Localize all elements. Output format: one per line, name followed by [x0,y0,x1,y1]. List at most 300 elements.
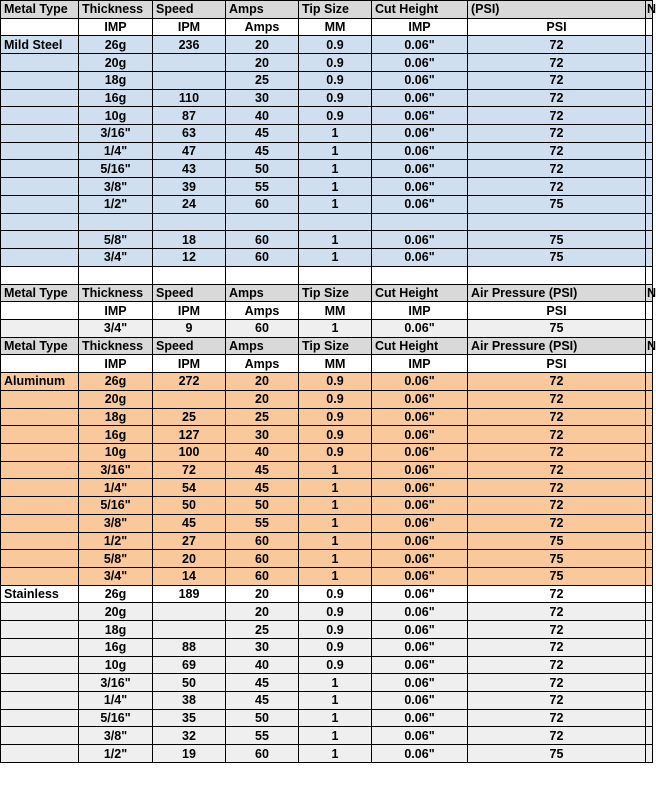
cell-tip-size[interactable]: 1 [299,709,372,727]
cell-metal-type[interactable] [1,18,79,36]
header-cell-speed[interactable]: Speed [153,284,226,302]
cell-extra[interactable] [646,727,653,745]
cell-amps[interactable]: 30 [226,426,299,444]
cell-thickness[interactable]: 3/16" [79,125,153,143]
cell-metal-type[interactable] [1,568,79,586]
cell-speed[interactable]: 43 [153,160,226,178]
cell-cut-height[interactable]: 0.06" [372,727,468,745]
cell-extra[interactable] [646,585,653,603]
cell-cut-height[interactable]: 0.06" [372,568,468,586]
cell-amps[interactable]: 20 [226,603,299,621]
cell-cut-height[interactable]: 0.06" [372,532,468,550]
cell-metal-type[interactable] [1,125,79,143]
cell-cut-height[interactable]: 0.06" [372,71,468,89]
cell-air-pressure[interactable]: 72 [468,107,646,125]
cell-extra[interactable] [646,125,653,143]
cell-tip-size[interactable]: MM [299,18,372,36]
header-cell-extra[interactable]: N [647,339,656,354]
cell-amps[interactable]: 60 [226,568,299,586]
cell-speed[interactable]: 24 [153,195,226,213]
cell-tip-size[interactable]: 0.9 [299,603,372,621]
cell-amps[interactable]: 20 [226,585,299,603]
cell-extra[interactable] [646,231,653,249]
cell-speed[interactable]: 32 [153,727,226,745]
cell-thickness[interactable]: 20g [79,390,153,408]
cell-tip-size[interactable]: 0.9 [299,373,372,391]
cell-speed[interactable]: 50 [153,497,226,515]
cell-extra[interactable] [646,426,653,444]
cell-tip-size[interactable]: 1 [299,674,372,692]
cell-thickness[interactable]: 5/16" [79,160,153,178]
cell-air-pressure[interactable]: 75 [468,319,646,337]
cell-air-pressure[interactable]: 72 [468,160,646,178]
header-cell-cut-height[interactable]: Cut Height [372,337,468,355]
header-cell-air-pressure[interactable]: Air Pressure (PSI) [468,337,646,355]
header-cell-air-pressure[interactable]: Air Pressure (PSI) [468,284,646,302]
cell-extra[interactable] [646,160,653,178]
cell-thickness[interactable] [79,213,153,231]
cell-extra[interactable] [646,195,653,213]
cell-speed[interactable]: IPM [153,302,226,320]
cell-extra[interactable] [646,443,653,461]
cell-thickness[interactable]: 18g [79,621,153,639]
cell-air-pressure[interactable]: 72 [468,36,646,54]
cell-cut-height[interactable] [372,213,468,231]
cell-air-pressure[interactable]: 72 [468,692,646,710]
cell-metal-type[interactable]: Aluminum [1,373,79,391]
cell-speed[interactable] [153,621,226,639]
cell-cut-height[interactable]: 0.06" [372,408,468,426]
cell-extra[interactable] [646,461,653,479]
cell-amps[interactable]: 55 [226,514,299,532]
cell-metal-type[interactable] [1,709,79,727]
cell-cut-height[interactable]: 0.06" [372,461,468,479]
cell-metal-type[interactable] [1,107,79,125]
header-cell-tip-size[interactable]: Tip Size [299,1,372,19]
cell-cut-height[interactable]: 0.06" [372,160,468,178]
cell-air-pressure[interactable]: 72 [468,656,646,674]
cell-speed[interactable]: 39 [153,178,226,196]
cell-thickness[interactable]: 1/2" [79,195,153,213]
cell-metal-type[interactable] [1,54,79,72]
cell-tip-size[interactable]: 1 [299,125,372,143]
cell-cut-height[interactable]: IMP [372,18,468,36]
cell-tip-size[interactable]: 0.9 [299,71,372,89]
cell-speed[interactable] [153,390,226,408]
cell-speed[interactable]: 19 [153,745,226,763]
cell-extra[interactable] [646,497,653,515]
cell-metal-type[interactable] [1,497,79,515]
cell-amps[interactable]: 20 [226,390,299,408]
cell-metal-type[interactable] [1,71,79,89]
cell-air-pressure[interactable]: PSI [468,18,646,36]
cell-metal-type[interactable] [1,727,79,745]
cell-metal-type[interactable] [1,603,79,621]
cell-extra[interactable] [646,107,653,125]
cell-tip-size[interactable]: MM [299,302,372,320]
cell-thickness[interactable]: 3/16" [79,461,153,479]
cell-thickness[interactable]: 18g [79,71,153,89]
cell-thickness[interactable]: 20g [79,54,153,72]
cell-amps[interactable]: 45 [226,125,299,143]
cell-thickness[interactable]: 10g [79,443,153,461]
cell-amps[interactable]: 25 [226,621,299,639]
cell-thickness[interactable]: 1/2" [79,745,153,763]
cell-thickness[interactable]: 3/8" [79,514,153,532]
cell-metal-type[interactable] [1,355,79,373]
cell-speed[interactable]: 69 [153,656,226,674]
cell-air-pressure[interactable]: 72 [468,461,646,479]
cell-tip-size[interactable]: 1 [299,692,372,710]
cell-air-pressure[interactable]: 72 [468,514,646,532]
cell-cut-height[interactable]: 0.06" [372,125,468,143]
cell-extra[interactable] [646,18,653,36]
cell-thickness[interactable]: 5/16" [79,497,153,515]
cell-tip-size[interactable]: 0.9 [299,443,372,461]
cell-amps[interactable]: 40 [226,443,299,461]
cell-extra[interactable] [646,142,653,160]
cell-tip-size[interactable]: 0.9 [299,638,372,656]
cell-tip-size[interactable]: 0.9 [299,656,372,674]
cell-speed[interactable]: 45 [153,514,226,532]
cell-speed[interactable]: 236 [153,36,226,54]
cell-extra[interactable] [646,266,653,284]
cell-extra[interactable] [646,656,653,674]
cell-cut-height[interactable]: 0.06" [372,550,468,568]
cell-extra[interactable] [646,674,653,692]
cell-air-pressure[interactable]: 75 [468,249,646,267]
cell-speed[interactable]: 54 [153,479,226,497]
cell-extra[interactable] [646,745,653,763]
cell-tip-size[interactable]: 1 [299,461,372,479]
cell-thickness[interactable]: 1/4" [79,692,153,710]
cell-speed[interactable]: 88 [153,638,226,656]
cell-metal-type[interactable] [1,408,79,426]
cell-thickness[interactable]: 16g [79,426,153,444]
cell-extra[interactable] [646,355,653,373]
cell-air-pressure[interactable]: 72 [468,727,646,745]
cell-amps[interactable] [226,266,299,284]
cell-extra[interactable] [646,213,653,231]
header-cell-amps[interactable]: Amps [226,1,299,19]
cell-extra[interactable] [646,603,653,621]
cell-metal-type[interactable] [1,745,79,763]
cell-speed[interactable]: 38 [153,692,226,710]
cell-tip-size[interactable]: 1 [299,142,372,160]
header-cell-thickness[interactable]: Thickness [79,284,153,302]
cell-speed[interactable]: 100 [153,443,226,461]
cell-thickness[interactable]: 10g [79,656,153,674]
cell-amps[interactable]: 60 [226,249,299,267]
cell-air-pressure[interactable]: 72 [468,603,646,621]
cell-cut-height[interactable]: 0.06" [372,36,468,54]
cell-metal-type[interactable] [1,443,79,461]
header-cell-amps[interactable]: Amps [226,337,299,355]
cell-extra[interactable] [646,709,653,727]
cell-thickness[interactable]: 3/4" [79,319,153,337]
cell-metal-type[interactable] [1,142,79,160]
cell-tip-size[interactable]: 1 [299,514,372,532]
cell-thickness[interactable]: 3/4" [79,249,153,267]
header-cell-speed[interactable]: Speed [153,1,226,19]
cell-extra[interactable] [646,319,653,337]
cell-metal-type[interactable] [1,195,79,213]
cell-speed[interactable]: 20 [153,550,226,568]
cell-tip-size[interactable]: 0.9 [299,390,372,408]
cell-metal-type[interactable] [1,656,79,674]
cell-amps[interactable]: 45 [226,692,299,710]
cell-extra[interactable] [646,692,653,710]
cell-cut-height[interactable]: 0.06" [372,195,468,213]
cell-amps[interactable]: 45 [226,142,299,160]
cell-cut-height[interactable]: 0.06" [372,497,468,515]
cell-thickness[interactable]: 1/4" [79,142,153,160]
cell-cut-height[interactable]: 0.06" [372,745,468,763]
cell-tip-size[interactable]: 0.9 [299,408,372,426]
cell-tip-size[interactable]: 1 [299,568,372,586]
cell-thickness[interactable]: 16g [79,638,153,656]
header-cell-metal-type[interactable]: Metal Type [1,284,79,302]
cell-thickness[interactable]: 16g [79,89,153,107]
cell-thickness[interactable]: 18g [79,408,153,426]
cell-air-pressure[interactable]: 75 [468,568,646,586]
cell-air-pressure[interactable]: 72 [468,142,646,160]
cell-thickness[interactable]: 10g [79,107,153,125]
cell-air-pressure[interactable]: 75 [468,231,646,249]
cell-cut-height[interactable]: 0.06" [372,426,468,444]
cell-speed[interactable] [153,54,226,72]
cell-air-pressure[interactable]: 72 [468,709,646,727]
cell-extra[interactable] [646,390,653,408]
cell-amps[interactable]: 50 [226,709,299,727]
cell-amps[interactable]: 60 [226,231,299,249]
cell-amps[interactable]: 50 [226,497,299,515]
cell-cut-height[interactable]: IMP [372,302,468,320]
cell-metal-type[interactable] [1,160,79,178]
cell-thickness[interactable]: 3/4" [79,568,153,586]
header-cell-cut-height[interactable]: Cut Height [372,1,468,19]
cell-speed[interactable] [153,266,226,284]
cell-amps[interactable]: 45 [226,479,299,497]
cell-tip-size[interactable]: 0.9 [299,621,372,639]
cell-extra[interactable] [646,479,653,497]
cell-air-pressure[interactable] [468,213,646,231]
cell-tip-size[interactable]: 0.9 [299,36,372,54]
cell-tip-size[interactable]: 1 [299,479,372,497]
cell-metal-type[interactable] [1,692,79,710]
cell-amps[interactable]: 60 [226,745,299,763]
cell-cut-height[interactable]: 0.06" [372,107,468,125]
cell-air-pressure[interactable]: 75 [468,195,646,213]
cell-speed[interactable]: 127 [153,426,226,444]
cell-air-pressure[interactable]: 72 [468,443,646,461]
cell-metal-type[interactable] [1,426,79,444]
cell-extra[interactable] [646,178,653,196]
cell-metal-type[interactable] [1,550,79,568]
cell-cut-height[interactable]: 0.06" [372,89,468,107]
cell-tip-size[interactable]: 1 [299,532,372,550]
cell-speed[interactable]: 27 [153,532,226,550]
cell-amps[interactable]: 25 [226,71,299,89]
cell-air-pressure[interactable]: 72 [468,71,646,89]
cell-amps[interactable]: 40 [226,107,299,125]
cell-extra[interactable] [646,568,653,586]
cell-speed[interactable]: 110 [153,89,226,107]
cell-tip-size[interactable]: 0.9 [299,54,372,72]
cell-air-pressure[interactable]: 72 [468,125,646,143]
cell-amps[interactable]: Amps [226,18,299,36]
cell-amps[interactable]: 30 [226,89,299,107]
cell-cut-height[interactable]: 0.06" [372,692,468,710]
cell-metal-type[interactable] [1,89,79,107]
cell-tip-size[interactable]: 0.9 [299,426,372,444]
cell-metal-type[interactable] [1,461,79,479]
cell-air-pressure[interactable]: 72 [468,54,646,72]
cell-thickness[interactable]: 3/8" [79,727,153,745]
cell-thickness[interactable]: 3/16" [79,674,153,692]
cell-tip-size[interactable]: 0.9 [299,89,372,107]
cell-thickness[interactable]: 1/2" [79,532,153,550]
cell-cut-height[interactable]: IMP [372,355,468,373]
cell-extra[interactable] [646,408,653,426]
cell-air-pressure[interactable]: 75 [468,550,646,568]
cell-cut-height[interactable] [372,266,468,284]
cell-air-pressure[interactable] [468,266,646,284]
cell-amps[interactable]: 60 [226,532,299,550]
cell-cut-height[interactable]: 0.06" [372,674,468,692]
header-cell-cut-height[interactable]: Cut Height [372,284,468,302]
cell-thickness[interactable]: 3/8" [79,178,153,196]
cell-metal-type[interactable] [1,532,79,550]
cell-extra[interactable] [646,514,653,532]
cell-amps[interactable]: 45 [226,461,299,479]
cell-cut-height[interactable]: 0.06" [372,249,468,267]
header-cell-thickness[interactable]: Thickness [79,337,153,355]
cell-air-pressure[interactable]: 75 [468,532,646,550]
cell-metal-type[interactable] [1,514,79,532]
cell-thickness[interactable]: 26g [79,373,153,391]
cell-metal-type[interactable]: Mild Steel [1,36,79,54]
cell-amps[interactable]: Amps [226,355,299,373]
cell-speed[interactable]: 47 [153,142,226,160]
cell-speed[interactable]: 14 [153,568,226,586]
header-cell-extra[interactable]: N [647,2,656,17]
header-cell-metal-type[interactable]: Metal Type [1,337,79,355]
cell-air-pressure[interactable]: 72 [468,390,646,408]
cell-thickness[interactable]: IMP [79,302,153,320]
cell-amps[interactable]: 55 [226,178,299,196]
cell-air-pressure[interactable]: 72 [468,178,646,196]
cell-air-pressure[interactable]: 72 [468,373,646,391]
cell-amps[interactable]: 30 [226,638,299,656]
cell-cut-height[interactable]: 0.06" [372,479,468,497]
cell-cut-height[interactable]: 0.06" [372,142,468,160]
cell-tip-size[interactable]: 0.9 [299,585,372,603]
cell-amps[interactable]: 60 [226,550,299,568]
cell-cut-height[interactable]: 0.06" [372,621,468,639]
header-cell-metal-type[interactable]: Metal Type [1,1,79,19]
cell-air-pressure[interactable]: 72 [468,621,646,639]
header-cell-tip-size[interactable]: Tip Size [299,284,372,302]
header-cell-extra[interactable]: N [647,285,656,300]
cell-cut-height[interactable]: 0.06" [372,514,468,532]
cell-air-pressure[interactable]: PSI [468,302,646,320]
cell-amps[interactable]: 60 [226,195,299,213]
cell-thickness[interactable] [79,266,153,284]
cell-thickness[interactable]: 26g [79,36,153,54]
cell-metal-type[interactable] [1,178,79,196]
cell-thickness[interactable]: 26g [79,585,153,603]
cell-tip-size[interactable]: 1 [299,178,372,196]
cell-tip-size[interactable]: MM [299,355,372,373]
cell-thickness[interactable]: 5/16" [79,709,153,727]
cell-cut-height[interactable]: 0.06" [372,603,468,621]
cell-tip-size[interactable] [299,213,372,231]
cell-extra[interactable] [646,638,653,656]
cell-tip-size[interactable]: 1 [299,195,372,213]
cell-thickness[interactable]: IMP [79,355,153,373]
cell-air-pressure[interactable]: PSI [468,355,646,373]
cell-speed[interactable] [153,71,226,89]
cell-speed[interactable]: 12 [153,249,226,267]
cell-amps[interactable]: 60 [226,319,299,337]
cell-extra[interactable] [646,621,653,639]
cell-metal-type[interactable] [1,266,79,284]
cell-metal-type[interactable] [1,231,79,249]
cell-cut-height[interactable]: 0.06" [372,585,468,603]
cell-amps[interactable] [226,213,299,231]
cell-tip-size[interactable]: 1 [299,249,372,267]
cell-tip-size[interactable] [299,266,372,284]
header-cell-amps[interactable]: Amps [226,284,299,302]
cell-tip-size[interactable]: 0.9 [299,107,372,125]
cell-speed[interactable]: 50 [153,674,226,692]
header-cell-tip-size[interactable]: Tip Size [299,337,372,355]
header-cell-speed[interactable]: Speed [153,337,226,355]
cell-extra[interactable] [646,302,653,320]
cell-cut-height[interactable]: 0.06" [372,231,468,249]
cell-cut-height[interactable]: 0.06" [372,390,468,408]
cell-amps[interactable]: 20 [226,373,299,391]
cell-thickness[interactable]: 5/8" [79,231,153,249]
cell-metal-type[interactable] [1,479,79,497]
cell-extra[interactable] [646,532,653,550]
cell-tip-size[interactable]: 1 [299,319,372,337]
cell-metal-type[interactable] [1,638,79,656]
cell-cut-height[interactable]: 0.06" [372,656,468,674]
cell-cut-height[interactable]: 0.06" [372,638,468,656]
cell-metal-type[interactable] [1,621,79,639]
cell-thickness[interactable]: 5/8" [79,550,153,568]
cell-speed[interactable]: 25 [153,408,226,426]
cell-speed[interactable]: 9 [153,319,226,337]
cell-air-pressure[interactable]: 72 [468,674,646,692]
cell-metal-type[interactable] [1,213,79,231]
header-cell-air-pressure[interactable]: (PSI) [468,1,646,19]
cell-speed[interactable] [153,213,226,231]
cell-tip-size[interactable]: 1 [299,727,372,745]
cell-tip-size[interactable]: 1 [299,160,372,178]
cell-tip-size[interactable]: 1 [299,497,372,515]
header-cell-thickness[interactable]: Thickness [79,1,153,19]
cell-air-pressure[interactable]: 72 [468,497,646,515]
cell-speed[interactable]: 18 [153,231,226,249]
cell-speed[interactable]: 87 [153,107,226,125]
cell-cut-height[interactable]: 0.06" [372,709,468,727]
cell-cut-height[interactable]: 0.06" [372,373,468,391]
cell-speed[interactable]: 35 [153,709,226,727]
cell-thickness[interactable]: IMP [79,18,153,36]
